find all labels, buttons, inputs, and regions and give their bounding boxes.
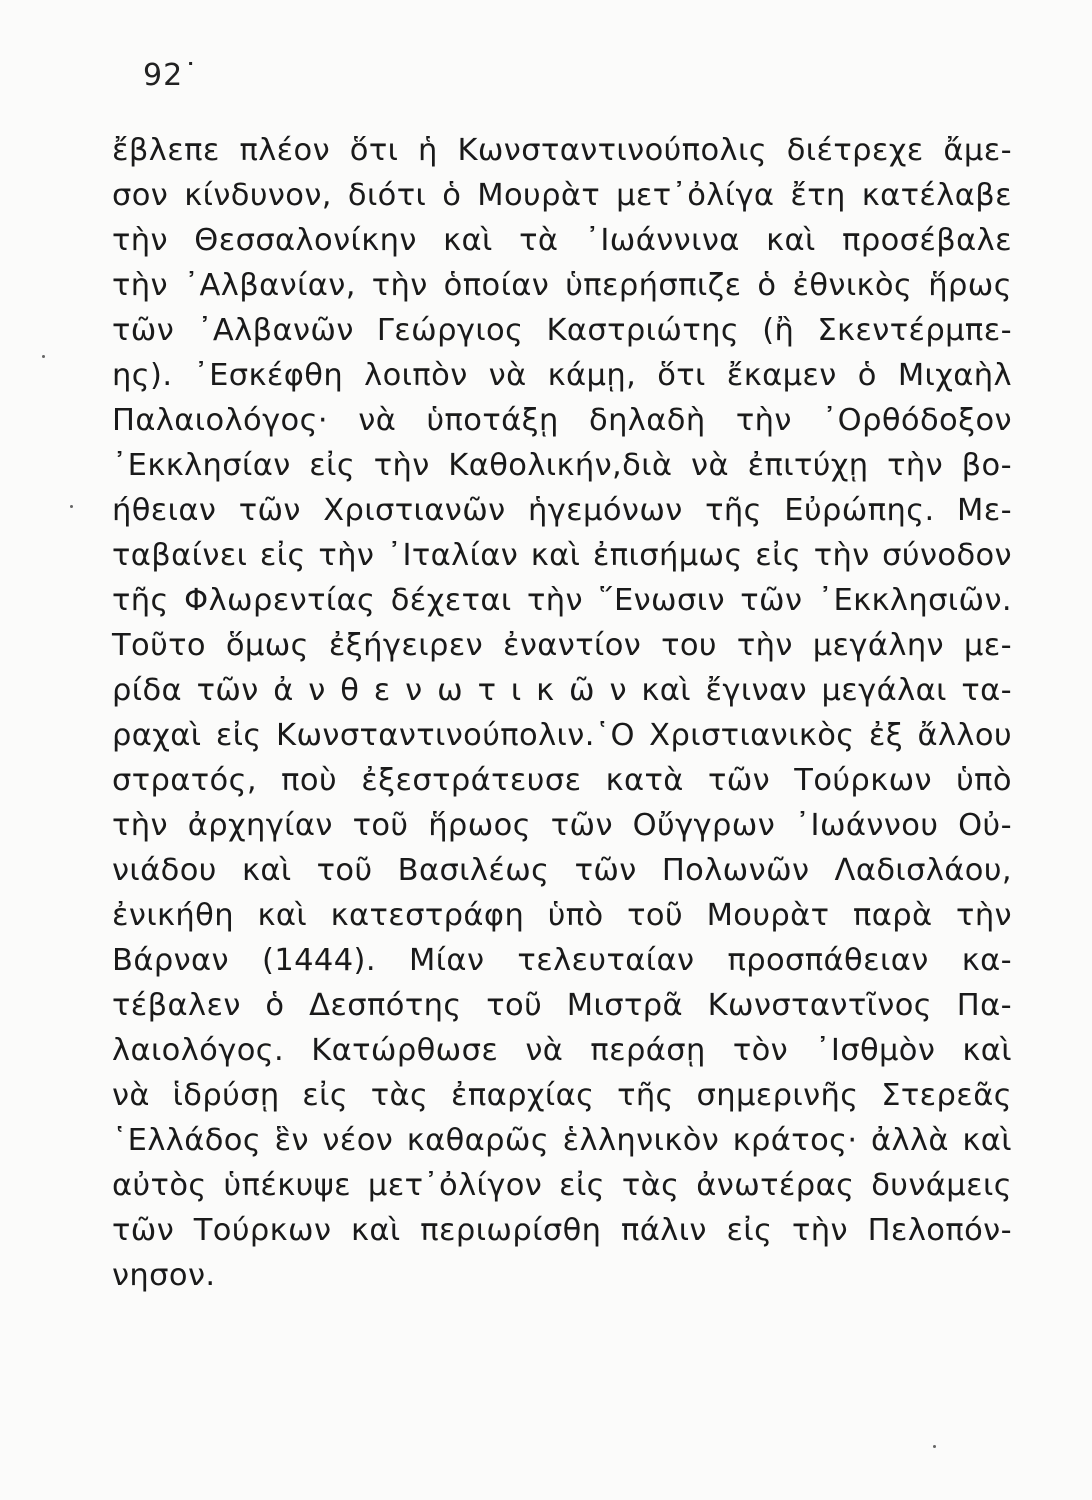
text-line: ῾Ελλάδος ἓν νέον καθαρῶς ἑλληνικὸν κράτος· ἀλλὰ καὶ	[112, 1123, 1012, 1158]
text-line: τὴν ᾽Αλβανίαν, τὴν ὁποίαν ὑπερήσπιζε ὁ ἐθνικὸς ἥρως	[112, 268, 1012, 303]
text-line: αὐτὸς ὑπέκυψε μετ᾽ὀλίγον εἰς τὰς ἀνωτέρας δυνάμεις	[112, 1168, 1012, 1203]
text-line: στρατός, ποὺ ἐξεστράτευσε κατὰ τῶν Τούρκων ὑπὸ	[112, 763, 1012, 798]
print-speck	[42, 355, 45, 358]
text-line: ἐνικήθη καὶ κατεστράφη ὑπὸ τοῦ Μουρὰτ παρὰ τὴν	[112, 898, 1012, 933]
text-line: ᾽Εκκλησίαν εἰς τὴν Καθολικήν,διὰ νὰ ἐπιτύχῃ τὴν βο-	[112, 448, 1012, 483]
text-line: τὴν ἀρχηγίαν τοῦ ἥρωος τῶν Οὔγγρων ᾽Ιωάννου Οὐ-	[112, 808, 1012, 843]
text-line-last: νησον.	[112, 1258, 216, 1293]
text-line: ταβαίνει εἰς τὴν ᾽Ιταλίαν καὶ ἐπισήμως εἰς τὴν σύνοδον	[112, 538, 1012, 573]
text-line: τῶν Τούρκων καὶ περιωρίσθη πάλιν εἰς τὴν Πελοπόν-	[112, 1213, 1012, 1248]
text-line: ήθειαν τῶν Χριστιανῶν ἡγεμόνων τῆς Εὐρώπης. Με-	[112, 493, 1012, 528]
text-line: Παλαιολόγος· νὰ ὑποτάξῃ δηλαδὴ τὴν ᾽Ορθόδοξον	[112, 403, 1012, 438]
text-line: σον κίνδυνον, διότι ὁ Μουρὰτ μετ᾽ὀλίγα ἔτη κατέλαβε	[112, 178, 1012, 213]
text-line: Τοῦτο ὅμως ἐξήγειρεν ἐναντίον του τὴν μεγάλην με-	[112, 628, 1012, 663]
text-line: νὰ ἱδρύσῃ εἰς τὰς ἐπαρχίας τῆς σημερινῆς Στερεᾶς	[112, 1078, 1012, 1113]
body-text	[112, 128, 1012, 1298]
text-line: ἔβλεπε πλέον ὅτι ἡ Κωνσταντινούπολις διέτρεχε ἄμε-	[112, 133, 1012, 168]
text-line: τὴν Θεσσαλονίκην καὶ τὰ ᾽Ιωάννινα καὶ προσέβαλε	[112, 223, 1012, 258]
page-number: 92˙	[143, 58, 200, 93]
text-line: τῶν ᾽Αλβανῶν Γεώργιος Καστριώτης (ἢ Σκεντέρμπε-	[112, 313, 1012, 348]
text-line: λαιολόγος. Κατώρθωσε νὰ περάσῃ τὸν ᾽Ισθμὸν καὶ	[112, 1033, 1012, 1068]
print-speck	[70, 505, 73, 508]
text-line: τῆς Φλωρεντίας δέχεται τὴν ῞Ενωσιν τῶν ᾽Εκκλησιῶν.	[112, 583, 1012, 618]
text-line: νιάδου καὶ τοῦ Βασιλέως τῶν Πολωνῶν Λαδισλάου,	[112, 853, 1012, 888]
text-line: ραχαὶ εἰς Κωνσταντινούπολιν.῾Ο Χριστιανικὸς ἐξ ἄλλου	[112, 718, 1012, 753]
print-speck	[933, 1445, 936, 1448]
text-line: ης). ᾽Εσκέφθη λοιπὸν νὰ κάμῃ, ὅτι ἔκαμεν ὁ Μιχαὴλ	[112, 358, 1012, 393]
text-line: Βάρναν (1444). Μίαν τελευταίαν προσπάθειαν κα-	[112, 943, 1012, 978]
text-line: τέβαλεν ὁ Δεσπότης τοῦ Μιστρᾶ Κωνσταντῖνος Πα-	[112, 988, 1012, 1023]
text-line: ρίδα τῶν ἀ ν θ ε ν ω τ ι κ ῶ ν καὶ ἔγιναν μεγάλαι τα-	[112, 673, 1012, 708]
